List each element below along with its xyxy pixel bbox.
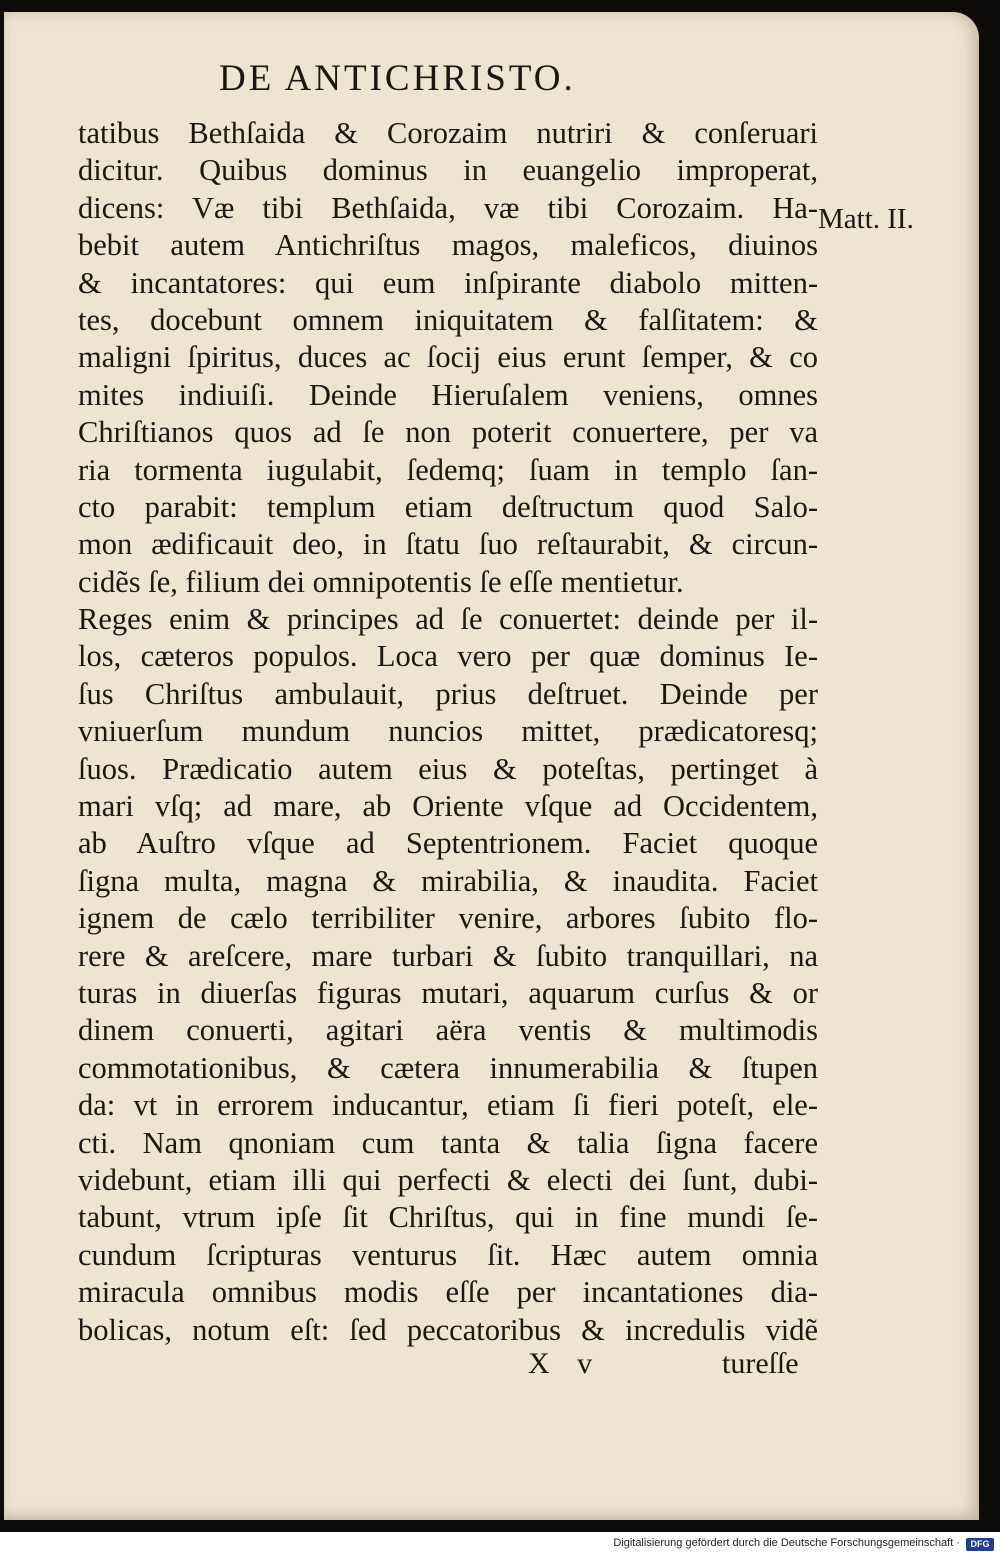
text-line: ſigna multa, magna & mirabilia, & inaudita. Faciet [78,863,818,898]
margin-note: Matt. II. [818,203,914,235]
text-line: dicitur. Quibus dominus in euangelio improperat, [78,153,818,188]
text-line: bebit autem Antichriſtus magos, maleficos, diuinos [78,228,818,263]
text-line: videbunt, etiam illi qui perfecti & electi dei ſunt, dubi- [78,1162,818,1197]
text-line: tabunt, vtrum ipſe ſit Chriſtus, qui in fine mundi ſe- [78,1200,818,1235]
text-line: cto parabit: templum etiam deſtructum quod Salo- [78,489,818,524]
text-line: dinem conuerti, agitari aëra ventis & multimodis [78,1013,818,1048]
text-line: mites indiuiſi. Deinde Hieruſalem veniens, omnes [78,377,818,412]
text-line: commotationibus, & cætera innumerabilia & ſtupen [78,1050,818,1085]
text-line: turas in diuerſas figuras mutari, aquarum curſus & or [78,975,818,1010]
text-line: bolicas, notum eſt: ſed peccatoribus & incredulis vidẽ [78,1312,818,1347]
text-line: dicens: Væ tibi Bethſaida, væ tibi Corozaim. Ha- [78,190,818,225]
text-line: mon ædificauit deo, in ſtatu ſuo reſtaurabit, & circun- [78,527,818,562]
book-page [4,12,979,1520]
dfg-logo-icon: DFG [966,1538,994,1551]
text-line: miracula omnibus modis eſſe per incantationes dia- [78,1275,818,1310]
text-line: da: vt in errorem inducantur, etiam ſi fieri poteſt, ele- [78,1088,818,1123]
text-line: cti. Nam qnoniam cum tanta & talia ſigna facere [78,1125,818,1160]
text-line: ab Auſtro vſque ad Septentrionem. Faciet quoque [78,826,818,861]
text-line: ſuos. Prædicatio autem eius & poteſtas, pertinget à [78,751,818,786]
running-head: DE ANTICHRISTO. [219,58,576,99]
text-line: ria tormenta iugulabit, ſedemq; ſuam in templo ſan- [78,452,818,487]
text-line: rere & areſcere, mare turbari & ſubito tranquillari, na [78,938,818,973]
text-line: tes, docebunt omnem iniquitatem & falſitatem: & [78,302,818,337]
credit-text: Digitalisierung gefördert durch die Deutsche Forschungsgemeinschaft · [613,1537,960,1549]
text-line: maligni ſpiritus, duces ac ſocij eius erunt ſemper, & co [78,340,818,375]
text-line: Chriſtianos quos ad ſe non poterit conuertere, per va [78,415,818,450]
credit-bar [0,1532,1000,1556]
signature-mark: X v [528,1347,603,1380]
body-text [78,115,818,1349]
text-line: vniuerſum mundum nuncios mittet, prædicatoresq; [78,714,818,749]
text-line: mari vſq; ad mare, ab Oriente vſque ad Occidentem, [78,789,818,824]
text-line: cidẽs ſe, filium dei omnipotentis ſe eſſe mentietur. [78,564,684,599]
text-line: & incantatores: qui eum inſpirante diabolo mitten- [78,265,818,300]
text-line: tatibus Bethſaida & Corozaim nutriri & conſeruari [78,116,818,150]
text-line: cundum ſcripturas venturus ſit. Hæc autem omnia [78,1237,818,1272]
text-line: los, cæteros populos. Loca vero per quæ dominus Ie- [78,639,818,674]
text-line: ſus Chriſtus ambulauit, prius deſtruet. Deinde per [78,676,818,711]
text-line: Reges enim & principes ad ſe conuertet: deinde per il- [78,602,818,637]
text-line: ignem de cælo terribiliter venire, arbores ſubito flo- [78,901,818,936]
catchword: tureſſe [722,1347,799,1380]
